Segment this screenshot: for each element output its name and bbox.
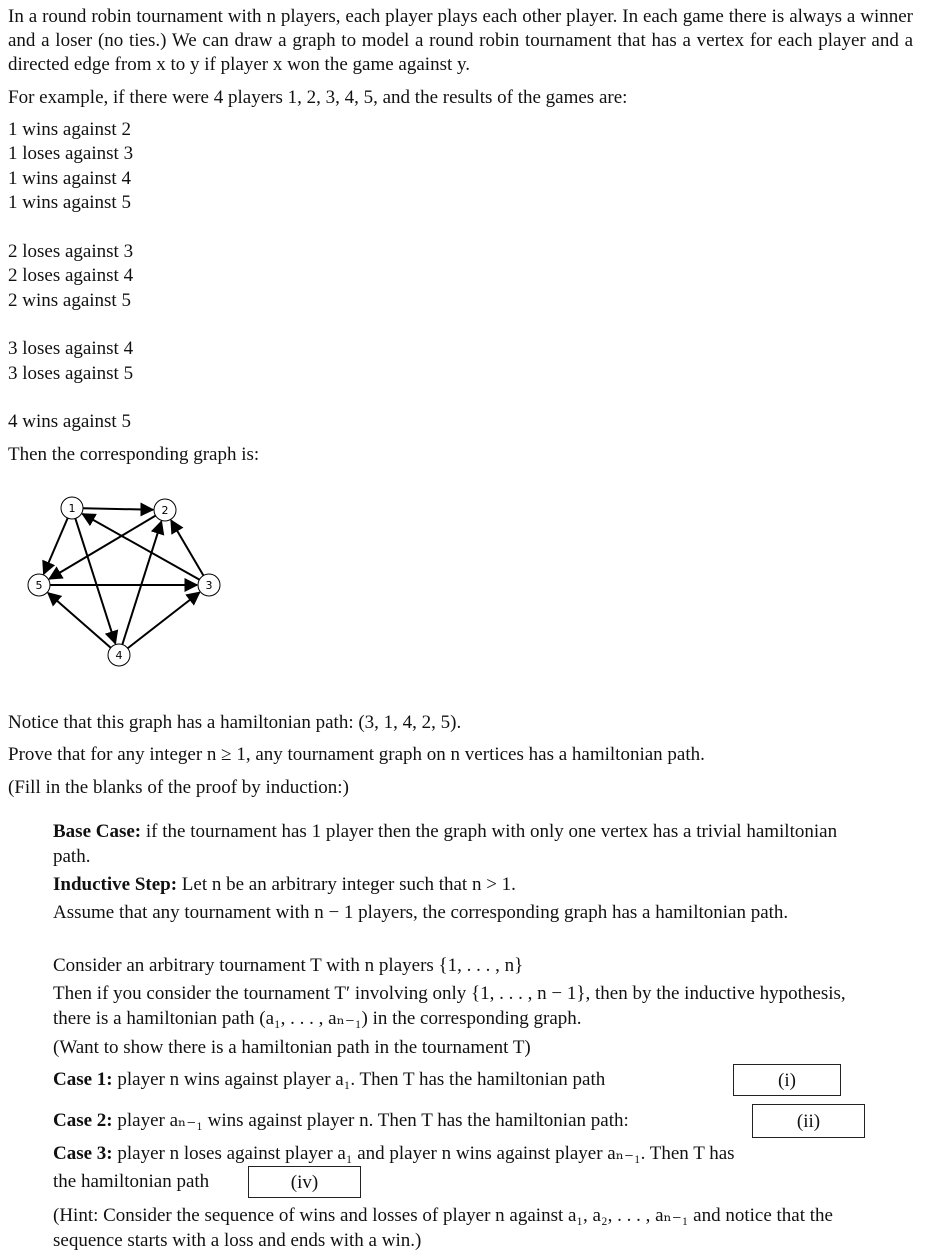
vertex-3 — [198, 574, 220, 596]
case-2 — [53, 1108, 629, 1133]
notice-sentence: Notice that this graph has a hamiltonian path: (3, 1, 4, 2, 5). — [8, 712, 462, 733]
case-3 — [53, 1141, 735, 1166]
result-line: 4 wins against 5 — [8, 411, 131, 432]
vertex-label: 2 — [161, 504, 169, 517]
edge-1-to-2 — [83, 508, 153, 510]
result-line: 1 wins against 2 — [8, 119, 131, 140]
case-1-label: Case 1: — [53, 1069, 113, 1090]
vertex-label: 4 — [115, 649, 123, 662]
base-case — [53, 819, 868, 869]
edge-1-to-4 — [75, 518, 115, 643]
base-case-label: Base Case: — [53, 821, 142, 842]
case-3-continued: the hamiltonian path — [53, 1171, 210, 1192]
prove-statement: Prove that for any integer n ≥ 1, any tournament graph on n vertices has a hamiltonian path. — [8, 744, 705, 765]
vertex-1 — [61, 497, 83, 519]
case-3-label: Case 3: — [53, 1143, 113, 1164]
case-1-text: player n wins against player a₁. Then T has the hamiltonian path — [117, 1069, 606, 1090]
vertex-label: 1 — [68, 502, 76, 515]
blank-iv[interactable]: (iv) — [248, 1166, 361, 1198]
vertex-label: 5 — [35, 579, 43, 592]
fill-instruction: (Fill in the blanks of the proof by induction:) — [8, 777, 349, 798]
then-text: Then if you consider the tournament T′ involving only {1, . . . , n − 1}, then by the inductive hypothesis, there is a hamiltonian path (a₁, . . . , aₙ₋₁) in the corresponding graph. — [53, 983, 846, 1029]
case-3-text: player n loses against player a₁ and player n wins against player aₙ₋₁. Then T has — [117, 1143, 735, 1164]
result-line: 3 loses against 4 — [8, 338, 134, 359]
base-case-text: if the tournament has 1 player then the graph with only one vertex has a trivial hamiltonian path. — [53, 821, 838, 867]
edge-4-to-3 — [128, 592, 200, 648]
case-2-label: Case 2: — [53, 1110, 113, 1131]
result-line: 1 wins against 5 — [8, 192, 131, 213]
result-line: 2 loses against 3 — [8, 241, 134, 262]
inductive-step-label: Inductive Step: — [53, 874, 178, 895]
graph-caption: Then the corresponding graph is: — [8, 444, 260, 465]
example-sentence: For example, if there were 4 players 1, 2, 3, 4, 5, and the results of the games are: — [8, 87, 628, 108]
vertex-5 — [28, 574, 50, 596]
vertex-label: 3 — [205, 579, 213, 592]
intro-paragraph: In a round robin tournament with n players, each player plays each other player. In each game there is always a winner and a loser (no ties.) We can draw a graph to model a round robin tournament that has a vertex for each player and a directed edge from x to y if player x won the game against y. — [8, 6, 913, 75]
result-line: 1 loses against 3 — [8, 143, 134, 164]
blank-i[interactable]: (i) — [733, 1064, 841, 1096]
case-2-text: player aₙ₋₁ wins against player n. Then T has the hamiltonian path: — [117, 1110, 629, 1131]
consider-text: Consider an arbitrary tournament T with n players {1, . . . , n} — [53, 955, 524, 976]
assume-text: Assume that any tournament with n − 1 players, the corresponding graph has a hamiltonian path. — [53, 902, 789, 923]
result-line: 3 loses against 5 — [8, 363, 134, 384]
tournament-graph — [10, 485, 250, 675]
result-line: 2 wins against 5 — [8, 290, 131, 311]
want-text: (Want to show there is a hamiltonian path in the tournament T) — [53, 1037, 531, 1058]
result-line: 2 loses against 4 — [8, 265, 134, 286]
edge-1-to-5 — [44, 518, 68, 574]
inductive-step-text: Let n be an arbitrary integer such that n > 1. — [181, 874, 516, 895]
hint-text: (Hint: Consider the sequence of wins and losses of player n against a₁, a₂, . . . , aₙ₋₁ and notice that the sequence starts with a loss and ends with a win.) — [53, 1205, 833, 1251]
result-line: 1 wins against 4 — [8, 168, 131, 189]
blank-ii[interactable]: (ii) — [752, 1104, 865, 1138]
inductive-step — [53, 872, 516, 897]
vertex-2 — [154, 499, 176, 521]
case-1 — [53, 1067, 605, 1092]
vertex-4 — [108, 644, 130, 666]
